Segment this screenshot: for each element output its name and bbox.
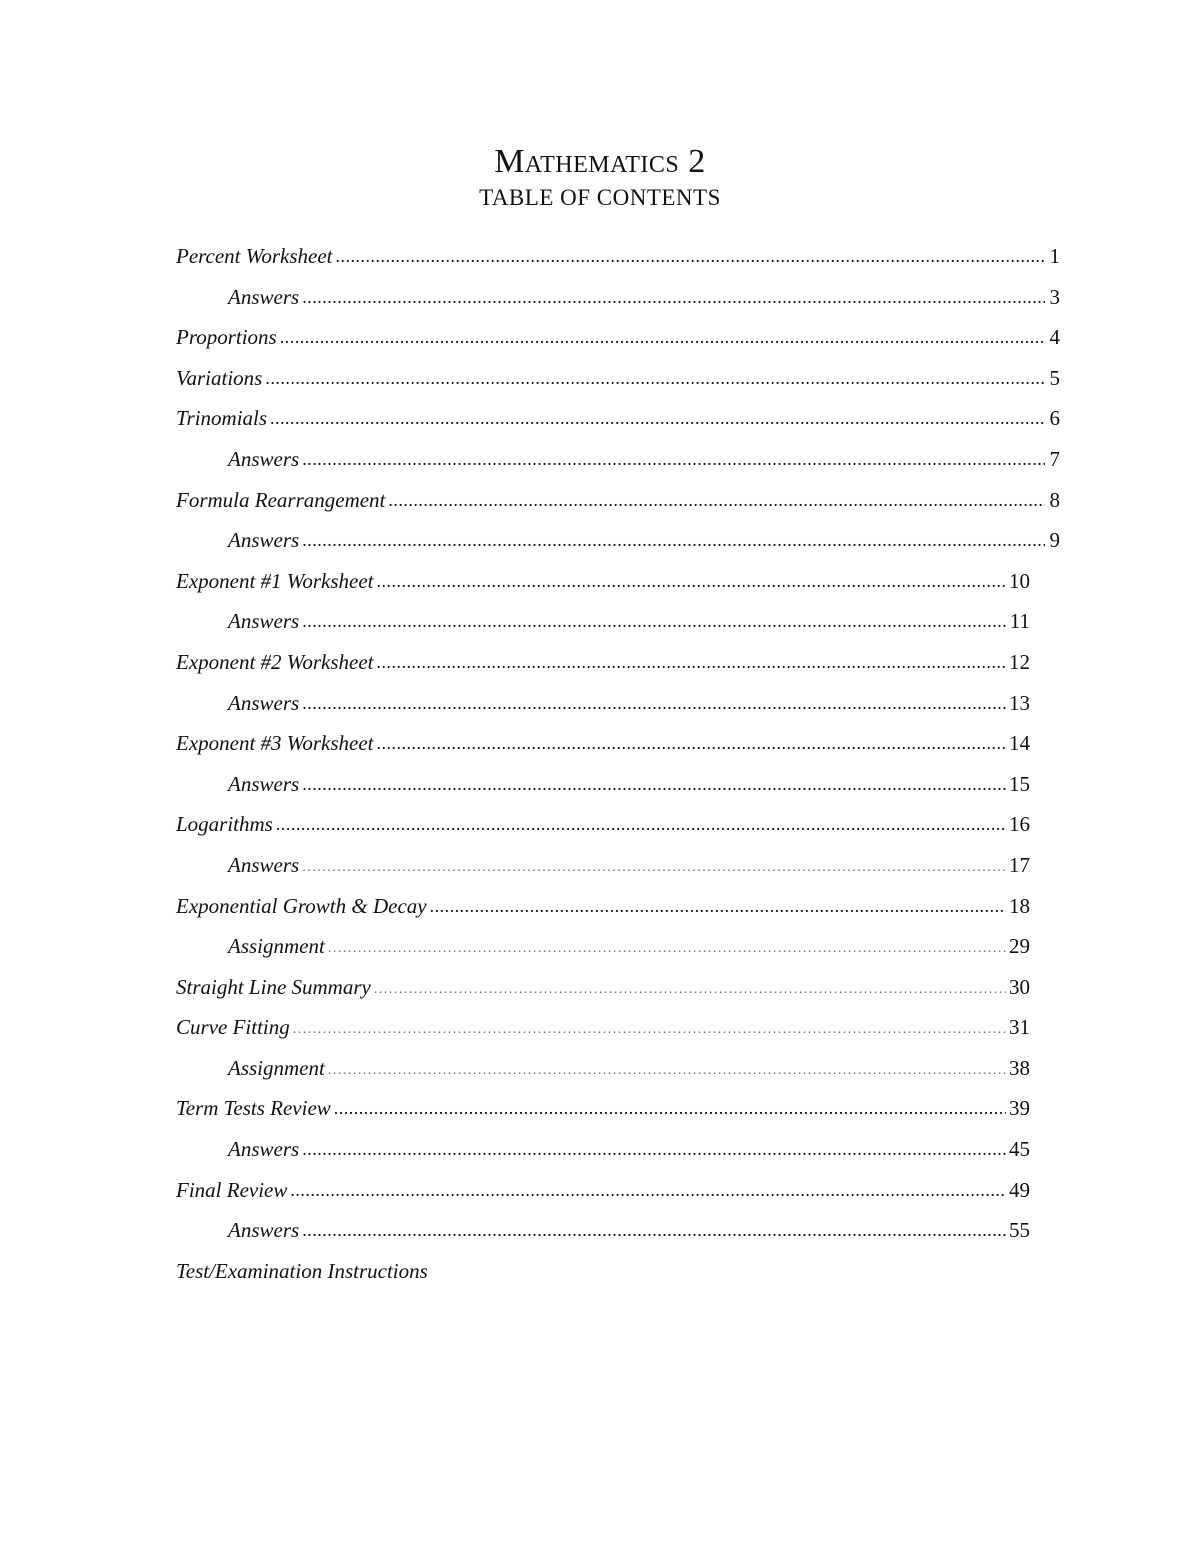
toc-dot-leader xyxy=(302,600,1007,642)
toc-entry[interactable] xyxy=(176,1170,1060,1211)
toc-page-number: 3 xyxy=(1049,284,1060,309)
toc-dot-leader xyxy=(276,803,1006,845)
toc-dot-leader xyxy=(302,276,1045,318)
toc-entry[interactable] xyxy=(176,1210,1060,1251)
toc-page-number: 38 xyxy=(1009,1055,1030,1080)
toc-entry[interactable] xyxy=(176,1088,1060,1129)
toc-entry-label: Trinomials xyxy=(176,406,268,431)
toc-entry-label: Assignment xyxy=(228,934,325,959)
toc-entry-label: Test/Examination Instructions xyxy=(176,1258,428,1283)
toc-page-number: 6 xyxy=(1049,406,1060,431)
toc-page-number: 10 xyxy=(1009,568,1030,593)
toc-dot-leader xyxy=(302,438,1045,480)
toc-entry-label: Answers xyxy=(228,1218,300,1243)
toc-dot-leader xyxy=(374,966,1006,1011)
toc-entry[interactable] xyxy=(176,723,1060,764)
toc-page-number: 8 xyxy=(1049,487,1060,512)
toc-entry-label: Exponent #3 Worksheet xyxy=(176,731,374,756)
toc-dot-leader xyxy=(270,397,1045,439)
toc-entry[interactable] xyxy=(176,520,1060,561)
toc-dot-leader xyxy=(377,722,1006,764)
toc-entry-label: Straight Line Summary xyxy=(176,974,371,999)
toc-entry-label: Answers xyxy=(228,852,300,877)
toc-entry[interactable] xyxy=(176,601,1060,642)
toc-page-number: 45 xyxy=(1009,1137,1030,1162)
toc-entry[interactable] xyxy=(176,804,1060,845)
toc-dot-leader xyxy=(335,235,1045,277)
document-subtitle: TABLE OF CONTENTS xyxy=(479,185,721,210)
toc-entry-label: Logarithms xyxy=(176,812,273,837)
toc-page-number: 12 xyxy=(1009,649,1030,674)
toc-entry-label: Answers xyxy=(228,609,300,634)
document-title: Mathematics 2 xyxy=(494,143,706,180)
toc-entry-label: Answers xyxy=(228,771,300,796)
toc-dot-leader xyxy=(302,763,1006,805)
toc-page-number: 30 xyxy=(1009,974,1030,999)
toc-page-number: 13 xyxy=(1009,690,1030,715)
toc-entry[interactable] xyxy=(176,561,1060,602)
toc-entry[interactable] xyxy=(176,1007,1060,1048)
toc-entry-label: Final Review xyxy=(176,1177,288,1202)
toc-entry[interactable] xyxy=(176,1251,1060,1292)
toc-page-number: 1 xyxy=(1049,244,1060,268)
toc-entry-label: Exponential Growth & Decay xyxy=(176,893,427,918)
toc-dot-leader xyxy=(302,682,1006,724)
toc-page-number: 15 xyxy=(1009,771,1030,796)
toc-dot-leader xyxy=(302,1209,1006,1251)
toc-entry[interactable] xyxy=(176,683,1060,724)
toc-entry[interactable] xyxy=(176,642,1060,683)
toc-dot-leader xyxy=(377,560,1006,602)
toc-page-number: 29 xyxy=(1009,934,1030,959)
toc-page-number: 5 xyxy=(1049,365,1060,390)
toc-page-number: 9 xyxy=(1049,528,1060,553)
table-of-contents xyxy=(176,236,1060,1291)
toc-dot-leader xyxy=(430,885,1006,927)
toc-entry-label: Answers xyxy=(228,284,300,309)
toc-dot-leader xyxy=(265,357,1045,399)
toc-dot-leader xyxy=(328,925,1006,970)
toc-entry[interactable] xyxy=(176,317,1060,358)
toc-entry[interactable] xyxy=(176,764,1060,805)
toc-entry[interactable] xyxy=(176,480,1060,521)
toc-page-number: 18 xyxy=(1009,893,1030,918)
toc-page-number: 39 xyxy=(1009,1096,1030,1121)
toc-entry-label: Answers xyxy=(228,690,300,715)
toc-dot-leader xyxy=(293,1006,1006,1051)
toc-entry[interactable] xyxy=(176,358,1060,399)
toc-dot-leader xyxy=(334,1087,1006,1129)
toc-entry-label: Answers xyxy=(228,1137,300,1162)
toc-entry-label: Exponent #2 Worksheet xyxy=(176,649,374,674)
toc-dot-leader xyxy=(290,1169,1006,1211)
toc-page-number: 7 xyxy=(1049,446,1060,471)
toc-entry[interactable] xyxy=(176,886,1060,927)
toc-entry-label: Percent Worksheet xyxy=(176,244,333,268)
toc-page-number: 17 xyxy=(1009,852,1030,877)
toc-page-number: 4 xyxy=(1049,325,1060,350)
toc-page-number: 31 xyxy=(1009,1015,1030,1040)
toc-dot-leader xyxy=(302,519,1045,561)
toc-entry[interactable] xyxy=(176,926,1060,967)
toc-page-number: 11 xyxy=(1009,609,1030,634)
toc-dot-leader xyxy=(302,844,1006,889)
toc-page-number: 55 xyxy=(1009,1218,1030,1243)
toc-entry[interactable] xyxy=(176,1129,1060,1170)
toc-entry[interactable] xyxy=(176,277,1060,318)
toc-dot-leader xyxy=(377,641,1006,683)
toc-entry-label: Term Tests Review xyxy=(176,1096,331,1121)
toc-page-number: 14 xyxy=(1009,731,1030,756)
toc-page-number: 49 xyxy=(1009,1177,1030,1202)
toc-entry[interactable] xyxy=(176,398,1060,439)
toc-entry-label: Proportions xyxy=(176,325,277,350)
toc-entry-label: Answers xyxy=(228,528,300,553)
toc-entry-label: Answers xyxy=(228,446,300,471)
toc-entry-label: Variations xyxy=(176,365,263,390)
toc-dot-leader xyxy=(280,316,1045,358)
toc-entry-label: Curve Fitting xyxy=(176,1015,290,1040)
toc-entry[interactable] xyxy=(176,236,1060,277)
toc-entry-label: Formula Rearrangement xyxy=(176,487,386,512)
toc-dot-leader xyxy=(328,1047,1006,1092)
toc-entry[interactable] xyxy=(176,845,1060,886)
toc-entry[interactable] xyxy=(176,967,1060,1008)
toc-entry-label: Exponent #1 Worksheet xyxy=(176,568,374,593)
toc-dot-leader xyxy=(302,1128,1006,1170)
toc-entry[interactable] xyxy=(176,439,1060,480)
toc-entry[interactable] xyxy=(176,1048,1060,1089)
toc-entry-label: Assignment xyxy=(228,1055,325,1080)
toc-page-number: 16 xyxy=(1009,812,1030,837)
toc-dot-leader xyxy=(388,479,1045,521)
